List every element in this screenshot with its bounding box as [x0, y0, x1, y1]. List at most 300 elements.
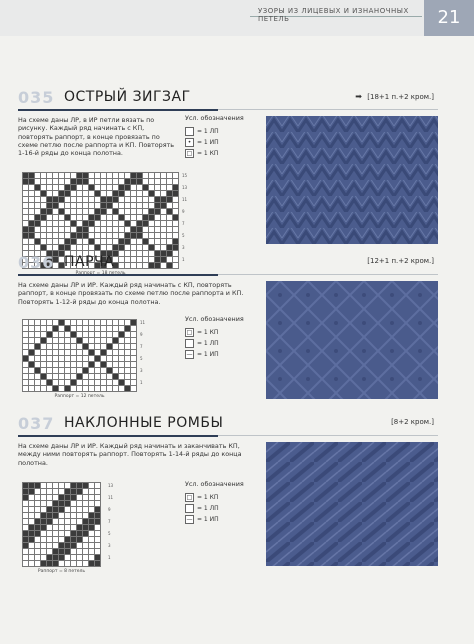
stitch-cell [29, 549, 34, 554]
stitch-cell [59, 513, 64, 518]
stitch-cell [95, 197, 100, 202]
legend-row [185, 137, 244, 148]
stitch-cell [41, 239, 46, 244]
stitch-cell [131, 257, 136, 262]
stitch-cell [47, 549, 52, 554]
stitch-cell [29, 507, 34, 512]
stitch-cell [149, 215, 154, 220]
stitch-cell [77, 537, 82, 542]
stitch-cell [59, 203, 64, 208]
stitch-cell [59, 489, 64, 494]
stitch-cell [95, 344, 100, 349]
stitch-cell [47, 483, 52, 488]
stitch-cell [167, 197, 172, 202]
stitch-cell [23, 501, 28, 506]
stitch-cell [65, 501, 70, 506]
knit-sample-photo [266, 442, 438, 566]
stitch-cell [83, 549, 88, 554]
stitch-cell [119, 356, 124, 361]
stitch-cell [47, 239, 52, 244]
stitch-cell [65, 356, 70, 361]
stitch-cell [77, 495, 82, 500]
stitch-cell [77, 221, 82, 226]
stitch-cell [107, 227, 112, 232]
stitch-cell [173, 221, 178, 226]
stitch-cell [59, 215, 64, 220]
stitch-cell [95, 227, 100, 232]
stitch-cell [107, 215, 112, 220]
stitch-cell [59, 374, 64, 379]
stitch-cell [77, 386, 82, 391]
stitch-cell [101, 320, 106, 325]
stitch-cell [65, 362, 70, 367]
stitch-cell [125, 251, 130, 256]
stitch-cell [23, 356, 28, 361]
stitch-cell [83, 350, 88, 355]
stitch-cell [59, 350, 64, 355]
stitch-cell [47, 332, 52, 337]
stitch-cell [23, 338, 28, 343]
stitch-cell [125, 320, 130, 325]
stitch-cell [95, 350, 100, 355]
stitch-cell [35, 380, 40, 385]
stitch-cell [95, 356, 100, 361]
stitch-cell [71, 483, 76, 488]
stitch-cell [119, 344, 124, 349]
stitch-cell [53, 549, 58, 554]
stitch-cell [107, 362, 112, 367]
stitch-cell [155, 173, 160, 178]
stitch-cell [77, 233, 82, 238]
stitch-cell [119, 227, 124, 232]
stitch-cell [35, 191, 40, 196]
stitch-cell [89, 326, 94, 331]
legend-label: = 1 ЛП [197, 340, 219, 347]
stitch-cell [149, 203, 154, 208]
stitch-cell [35, 543, 40, 548]
stitch-cell [89, 549, 94, 554]
legend-label: = 1 ИП [197, 139, 219, 146]
stitch-grid [22, 482, 101, 567]
pattern-description: На схеме даны ЛР, в ИР петли вязать по рисунку. Каждый ряд начинать с КП, повторять раппорт, в конце провязать по схеме петлю после раппорта и КП. Повторять 1-16-й ряды до конца полотна. [18, 116, 175, 158]
stitch-cell [167, 227, 172, 232]
stitch-cell [65, 191, 70, 196]
stitch-cell [89, 227, 94, 232]
stitch-cell [35, 344, 40, 349]
header-title: УЗОРЫ ИЗ ЛИЦЕВЫХ И ИЗНАНОЧНЫХ ПЕТЕЛЬ [258, 7, 409, 23]
stitch-cell [71, 356, 76, 361]
stitch-cell [29, 543, 34, 548]
stitch-cell [35, 215, 40, 220]
stitch-cell [35, 320, 40, 325]
stitch-cell [167, 191, 172, 196]
stitch-cell [53, 197, 58, 202]
legend-title: Усл. обозначения [185, 480, 244, 488]
stitch-cell [83, 531, 88, 536]
stitch-cell [161, 173, 166, 178]
stitch-cell [125, 179, 130, 184]
stitch-cell [119, 320, 124, 325]
stitch-cell [143, 221, 148, 226]
stitch-cell [107, 221, 112, 226]
stitch-cell [131, 320, 136, 325]
stitch-cell [23, 332, 28, 337]
stitch-cell [131, 374, 136, 379]
stitch-cell [23, 350, 28, 355]
stitch-cell [173, 239, 178, 244]
stitch-cell [41, 185, 46, 190]
rapport-label: ➡ [18+1 п.+2 кром.] [355, 92, 434, 101]
stitch-cell [47, 362, 52, 367]
stitch-cell [125, 332, 130, 337]
stitch-cell [101, 173, 106, 178]
stitch-cell [59, 519, 64, 524]
stitch-cell [77, 507, 82, 512]
stitch-cell [155, 257, 160, 262]
stitch-cell [161, 221, 166, 226]
stitch-cell [143, 173, 148, 178]
stitch-cell [71, 507, 76, 512]
stitch-cell [101, 203, 106, 208]
rapport-label: [12+1 п.+2 кром.] [367, 257, 434, 265]
stitch-cell [71, 513, 76, 518]
stitch-cell [29, 350, 34, 355]
stitch-cell [71, 173, 76, 178]
stitch-cell [107, 239, 112, 244]
stitch-cell [143, 227, 148, 232]
legend-label: = 1 ИП [197, 516, 219, 523]
stitch-cell [77, 380, 82, 385]
stitch-cell [137, 239, 142, 244]
stitch-cell [53, 501, 58, 506]
legend-row [185, 327, 244, 338]
stitch-cell [83, 537, 88, 542]
stitch-cell [155, 221, 160, 226]
stitch-cell [131, 215, 136, 220]
stitch-cell [77, 215, 82, 220]
stitch-cell [89, 525, 94, 530]
stitch-cell [47, 531, 52, 536]
stitch-cell [23, 173, 28, 178]
stitch-cell [59, 555, 64, 560]
stitch-cell [41, 501, 46, 506]
stitch-cell [125, 374, 130, 379]
stitch-cell [65, 320, 70, 325]
fabric-texture [266, 442, 438, 566]
legend [185, 114, 244, 159]
stitch-cell [29, 320, 34, 325]
stitch-cell [53, 173, 58, 178]
stitch-cell [173, 257, 178, 262]
stitch-cell [71, 221, 76, 226]
stitch-cell [113, 386, 118, 391]
stitch-cell [101, 350, 106, 355]
stitch-cell [77, 519, 82, 524]
stitch-cell [95, 489, 100, 494]
stitch-cell [47, 513, 52, 518]
stitch-cell [71, 368, 76, 373]
stitch-cell [113, 203, 118, 208]
stitch-cell [53, 356, 58, 361]
stitch-cell [101, 368, 106, 373]
stitch-cell [119, 215, 124, 220]
stitch-cell [101, 344, 106, 349]
stitch-cell [113, 215, 118, 220]
stitch-cell [149, 263, 154, 268]
stitch-cell [53, 227, 58, 232]
legend-row [185, 126, 244, 137]
stitch-cell [101, 233, 106, 238]
stitch-cell [35, 386, 40, 391]
stitch-cell [149, 233, 154, 238]
stitch-cell [35, 519, 40, 524]
stitch-cell [131, 185, 136, 190]
stitch-cell [77, 483, 82, 488]
stitch-cell [47, 495, 52, 500]
stitch-cell [107, 326, 112, 331]
stitch-cell [125, 227, 130, 232]
stitch-cell [83, 495, 88, 500]
stitch-cell [161, 233, 166, 238]
stitch-cell [59, 531, 64, 536]
knit-sample-photo [266, 281, 438, 399]
stitch-cell [137, 245, 142, 250]
stitch-cell [167, 173, 172, 178]
stitch-cell [113, 332, 118, 337]
stitch-cell [71, 197, 76, 202]
stitch-cell [29, 179, 34, 184]
stitch-cell [95, 368, 100, 373]
section-rule-accent [18, 109, 218, 111]
stitch-cell [29, 209, 34, 214]
stitch-cell [41, 507, 46, 512]
knit-stitch-symbol [185, 127, 194, 136]
stitch-cell [65, 374, 70, 379]
stitch-cell [53, 525, 58, 530]
stitch-cell [41, 489, 46, 494]
stitch-cell [71, 191, 76, 196]
stitch-cell [53, 380, 58, 385]
stitch-cell [41, 483, 46, 488]
row-number: 7 [108, 519, 111, 524]
stitch-cell [23, 380, 28, 385]
stitch-cell [71, 362, 76, 367]
pattern-title: НАКЛОННЫЕ РОМБЫ [64, 415, 224, 431]
stitch-cell [113, 239, 118, 244]
stitch-cell [173, 263, 178, 268]
stitch-cell [29, 368, 34, 373]
stitch-cell [113, 227, 118, 232]
stitch-cell [83, 507, 88, 512]
stitch-cell [53, 350, 58, 355]
stitch-cell [59, 320, 64, 325]
stitch-cell [167, 263, 172, 268]
stitch-cell [47, 507, 52, 512]
stitch-cell [65, 537, 70, 542]
stitch-cell [83, 245, 88, 250]
stitch-cell [41, 537, 46, 542]
stitch-cell [131, 386, 136, 391]
stitch-cell [65, 221, 70, 226]
stitch-cell [107, 380, 112, 385]
stitch-cell [71, 531, 76, 536]
stitch-cell [125, 386, 130, 391]
stitch-cell [35, 203, 40, 208]
stitch-cell [65, 215, 70, 220]
stitch-cell [47, 173, 52, 178]
stitch-cell [47, 227, 52, 232]
stitch-cell [113, 326, 118, 331]
stitch-cell [35, 233, 40, 238]
stitch-cell [95, 501, 100, 506]
stitch-cell [107, 350, 112, 355]
stitch-cell [83, 326, 88, 331]
stitch-cell [41, 531, 46, 536]
stitch-cell [41, 495, 46, 500]
stitch-cell [89, 197, 94, 202]
stitch-cell [65, 507, 70, 512]
stitch-cell [35, 227, 40, 232]
stitch-cell [95, 561, 100, 566]
stitch-cell [47, 368, 52, 373]
stitch-cell [107, 245, 112, 250]
legend-label: = 1 ЛП [197, 128, 219, 135]
stitch-cell [59, 483, 64, 488]
stitch-cell [53, 332, 58, 337]
stitch-cell [65, 227, 70, 232]
purl-stitch-symbol: — [186, 351, 193, 358]
stitch-cell [119, 380, 124, 385]
stitch-cell [83, 483, 88, 488]
stitch-cell [143, 233, 148, 238]
stitch-cell [29, 221, 34, 226]
pattern-description: На схеме даны ЛР и ИР. Каждый ряд начинать и заканчивать КП, между ними повторять раппорт. Повторять 1-14-й ряды до конца полотна. [18, 442, 242, 467]
repeat-label: Раппорт = 12 петель [54, 394, 105, 399]
stitch-cell [119, 173, 124, 178]
stitch-cell [35, 350, 40, 355]
stitch-cell [83, 191, 88, 196]
stitch-cell [71, 245, 76, 250]
stitch-cell [125, 350, 130, 355]
stitch-cell [113, 368, 118, 373]
stitch-cell [125, 362, 130, 367]
stitch-cell [71, 338, 76, 343]
stitch-cell [41, 368, 46, 373]
stitch-cell [77, 185, 82, 190]
stitch-cell [41, 221, 46, 226]
stitch-cell [173, 251, 178, 256]
stitch-cell [35, 549, 40, 554]
stitch-cell [47, 380, 52, 385]
stitch-cell [155, 203, 160, 208]
stitch-cell [113, 374, 118, 379]
stitch-cell [149, 185, 154, 190]
stitch-cell [173, 245, 178, 250]
stitch-cell [65, 326, 70, 331]
stitch-cell [125, 197, 130, 202]
stitch-cell [77, 209, 82, 214]
stitch-cell [59, 233, 64, 238]
stitch-cell [89, 209, 94, 214]
stitch-cell [107, 386, 112, 391]
stitch-cell [47, 374, 52, 379]
stitch-cell [47, 185, 52, 190]
stitch-cell [161, 209, 166, 214]
stitch-cell [107, 179, 112, 184]
stitch-cell [107, 320, 112, 325]
stitch-cell [95, 543, 100, 548]
stitch-cell [65, 543, 70, 548]
stitch-cell [59, 525, 64, 530]
stitch-cell [107, 368, 112, 373]
stitch-cell [59, 185, 64, 190]
stitch-cell [125, 245, 130, 250]
knit-stitch-symbol [185, 339, 194, 348]
stitch-cell [47, 561, 52, 566]
stitch-cell [23, 215, 28, 220]
stitch-cell [155, 245, 160, 250]
stitch-cell [71, 233, 76, 238]
row-number: 11 [140, 320, 146, 325]
stitch-cell [65, 239, 70, 244]
stitch-cell [125, 344, 130, 349]
stitch-cell [65, 245, 70, 250]
stitch-cell [113, 233, 118, 238]
stitch-cell [29, 356, 34, 361]
stitch-cell [41, 191, 46, 196]
stitch-cell [71, 537, 76, 542]
stitch-cell [29, 525, 34, 530]
stitch-cell [167, 221, 172, 226]
stitch-cell [113, 356, 118, 361]
stitch-cell [53, 489, 58, 494]
stitch-cell [59, 362, 64, 367]
stitch-cell [119, 197, 124, 202]
stitch-cell [71, 227, 76, 232]
stitch-cell [35, 179, 40, 184]
stitch-cell [83, 179, 88, 184]
stitch-cell [23, 245, 28, 250]
stitch-cell [77, 245, 82, 250]
stitch-cell [59, 368, 64, 373]
stitch-cell [95, 221, 100, 226]
stitch-cell [89, 185, 94, 190]
stitch-cell [59, 380, 64, 385]
stitch-cell [41, 320, 46, 325]
stitch-cell [137, 185, 142, 190]
stitch-cell [101, 332, 106, 337]
stitch-cell [23, 233, 28, 238]
stitch-cell [35, 483, 40, 488]
stitch-cell [83, 332, 88, 337]
stitch-cell [29, 227, 34, 232]
edge-stitch-symbol: □ [186, 494, 193, 501]
row-number: 7 [182, 221, 185, 226]
stitch-cell [137, 251, 142, 256]
stitch-cell [59, 501, 64, 506]
stitch-cell [119, 350, 124, 355]
stitch-cell [89, 233, 94, 238]
stitch-cell [53, 326, 58, 331]
stitch-cell [41, 338, 46, 343]
stitch-cell [41, 555, 46, 560]
stitch-cell [89, 531, 94, 536]
stitch-cell [65, 350, 70, 355]
stitch-cell [131, 203, 136, 208]
stitch-cell [143, 209, 148, 214]
stitch-cell [119, 338, 124, 343]
stitch-cell [131, 263, 136, 268]
